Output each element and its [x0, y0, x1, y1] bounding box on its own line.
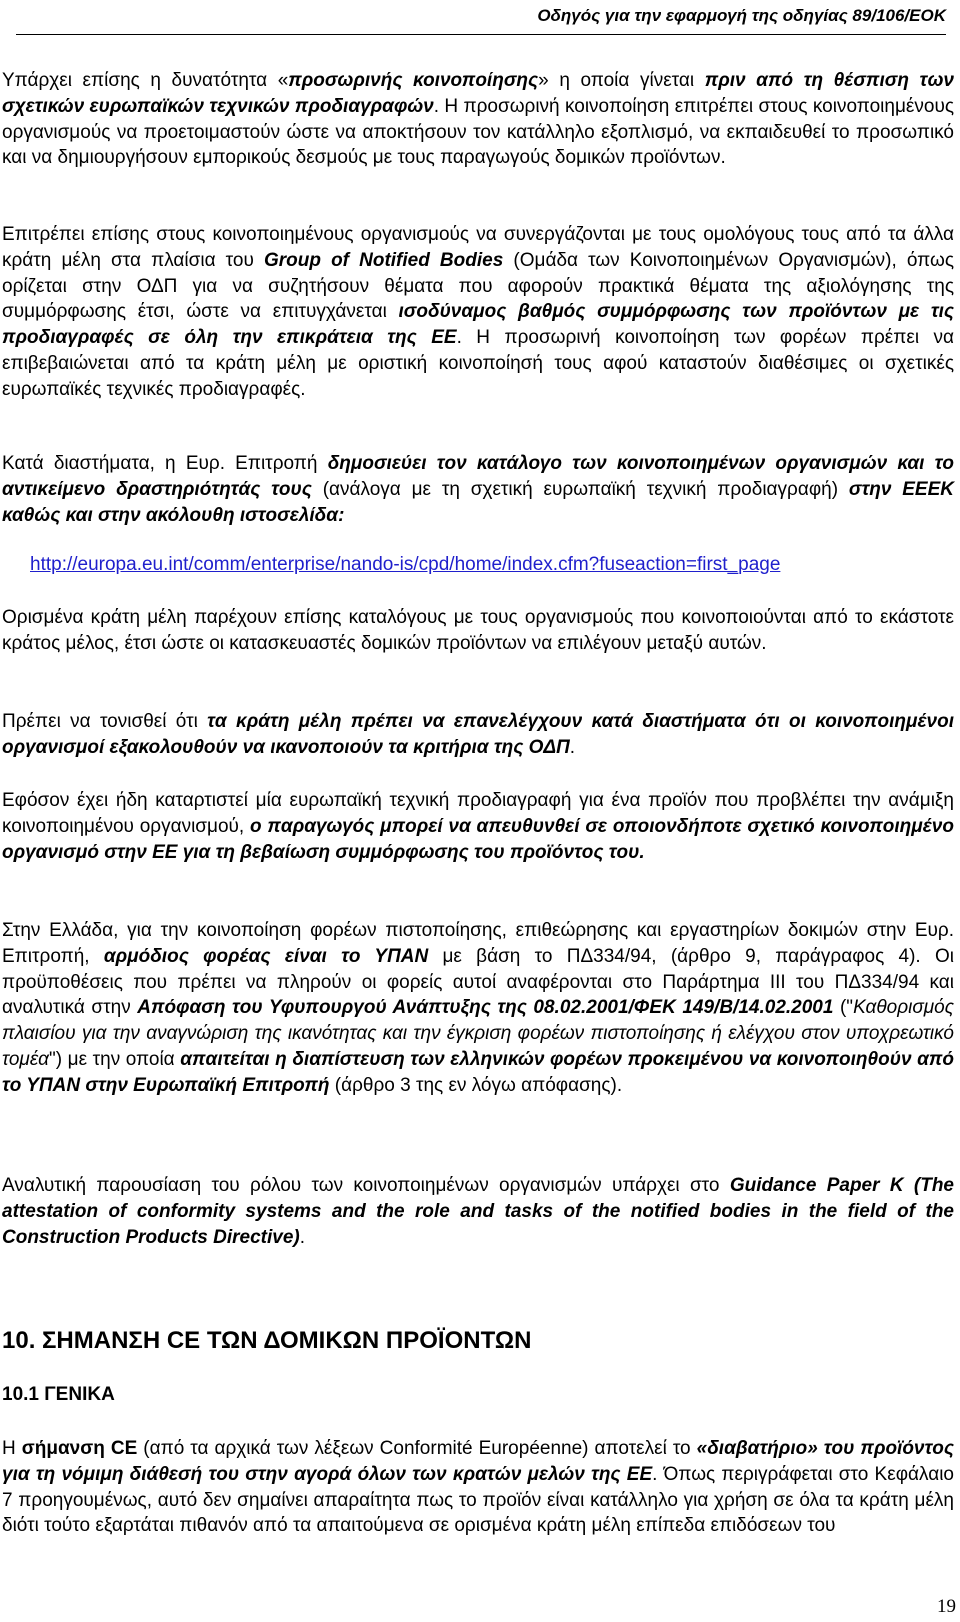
text-span: Ορισμένα κράτη μέλη παρέχουν επίσης καταλόγους με τους οργανισμούς που κοινοποιούνται από το εκάστοτε κράτος μέλος, έτσι ώστε οι κατασκευαστές δομικών προϊόντων να επιλέγουν μεταξύ αυτών.: [2, 607, 954, 654]
text-span: Καθορισμός πλαισίου για την αναγνώριση της ικανότητας και την έγκριση φορέων πιστοποίησης ή ελέγχου στον υποχρεωτικό τομέα: [2, 997, 954, 1070]
text-span: δημοσιεύει τον κατάλογο των κοινοποιημένων οργανισμών και το αντικείμενο δραστηριότητάς τους: [2, 453, 955, 500]
text-span: προσωρινής κοινοποίησης: [288, 70, 539, 91]
section-heading: 10. ΣΗΜΑΝΣΗ CE ΤΩΝ ΔΟΜΙΚΩΝ ΠΡΟΪΟΝΤΩΝ: [2, 1327, 532, 1354]
text-span: με βάση το ΠΔ334/94, (άρθρο 9, παράγραφος 4). Οι προϋποθέσεις που πρέπει να πληρούν οι φορείς αυτοί αναφέρονται στο Παράρτημα ΙΙΙ του ΠΔ334/94 και αναλυτικά στην: [2, 945, 954, 1019]
text-span: «διαβατήριο» του προϊόντος για τη νόμιμη διάθεσή του στην αγορά όλων των κρατών μελών της ΕΕ: [2, 1438, 954, 1485]
nando-website-link[interactable]: http://europa.eu.int/comm/enterprise/nando-is/cpd/home/index.cfm?fuseaction=first_page: [30, 554, 781, 575]
text-span: » η οποία γίνεται: [538, 70, 705, 91]
text-span: πριν από τη θέσπιση των σχετικών ευρωπαϊκών τεχνικών προδιαγραφών: [2, 70, 954, 117]
text-span: Στην Ελλάδα, για την κοινοποίηση φορέων πιστοποίησης, επιθεώρησης και εργαστηρίων δοκιμών στην Ευρ. Επιτροπή,: [2, 920, 954, 967]
text-span: Επιτρέπει επίσης στους κοινοποιημένους οργανισμούς να συνεργάζονται με τους ομολόγους τους από τα άλλα κράτη μέλη στα πλαίσια του: [2, 224, 954, 271]
text-span: (": [833, 997, 854, 1019]
text-span: Κατά διαστήματα, η Ευρ. Επιτροπή: [2, 453, 328, 474]
text-span: (από τα αρχικά των λέξεων Conformité Européenne) αποτελεί το: [137, 1438, 697, 1459]
text-span: Πρέπει να τονισθεί ότι: [2, 711, 208, 732]
page-number: 19: [937, 1596, 956, 1617]
text-span: Guidance Paper K (The attestation of conformity systems and the role and tasks of the notified bodies in the field of the Construction Products Directive): [2, 1175, 954, 1248]
text-span: . Όπως περιγράφεται στο Κεφάλαιο 7 προηγουμένως, αυτό δεν σημαίνει απαραίτητα πως το προϊόν είναι κατάλληλο για χρήση σε όλα τα κράτη μέλη διότι τούτο εξαρτάται πιθανόν από τα απαιτούμενα σε ορισμένα κράτη μέλη επίπεδα επιδόσεων του: [2, 1463, 954, 1537]
text-span: Υπάρχει επίσης η δυνατότητα «: [2, 70, 289, 91]
text-span: Η: [2, 1438, 22, 1459]
text-span: στην ΕΕΕΚ καθώς και στην ακόλουθη ιστοσελίδα:: [2, 478, 954, 526]
paragraph-provisional-notification: [2, 68, 954, 171]
paragraph-guidance-paper-k: [2, 1173, 954, 1250]
subsection-heading: 10.1 ΓΕΝΙΚΑ: [2, 1384, 115, 1405]
text-span: Απόφαση του Υφυπουργού Ανάπτυξης της 08.02.2001/ΦΕΚ 149/Β/14.02.2001: [137, 997, 834, 1019]
paragraph-manufacturer-choice: [2, 788, 954, 865]
paragraph-member-state-catalogues: [2, 605, 954, 657]
paragraph-ce-marking: [2, 1436, 954, 1539]
text-span: Εφόσον έχει ήδη καταρτιστεί μία ευρωπαϊκή τεχνική προδιαγραφή για ένα προϊόν που προβλέπει την ανάμιξη κοινοποιημένου οργανισμού,: [2, 790, 954, 837]
text-span: (Ομάδα των Κοινοποιημένων Οργανισμών), όπως ορίζεται στην ΟΔΠ για να συζητήσουν θέματα που αφορούν πρακτικά θέματα της αξιολόγησης της συμμόρφωσης έτσι, ώστε να επιτυγχάνεται: [2, 249, 955, 323]
text-span: (άρθρο 3 της εν λόγω απόφασης).: [329, 1074, 623, 1096]
text-span: . Η προσωρινή κοινοποίηση επιτρέπει στους κοινοποιημένους οργανισμούς να προετοιμαστούν ώστε να αποκτήσουν τον κατάλληλο εξοπλισμό, να εκπαιδευθεί το προσωπικό και να δημιουργήσουν εμπορικούς δεσμούς με τους παραγωγούς δομικών προϊόντων.: [2, 95, 954, 169]
running-header: Οδηγός για την εφαρμογή της οδηγίας 89/106/ΕΟΚ: [16, 6, 946, 35]
text-span: ") με την οποία: [49, 1048, 181, 1070]
text-span: .: [299, 1226, 305, 1248]
paragraph-commission-catalogue: [2, 451, 954, 528]
text-span: Αναλυτική παρουσίαση του ρόλου των κοινοποιημένων οργανισμών υπάρχει στο: [2, 1175, 730, 1196]
text-span: ισοδύναμος βαθμός συμμόρφωσης των προϊόντων με τις προδιαγραφές σε όλη την επικράτεια της ΕΕ: [2, 301, 954, 349]
text-span: σήμανση CE: [21, 1438, 138, 1459]
paragraph-group-of-notified-bodies: [2, 222, 954, 403]
text-span: ο παραγωγός μπορεί να απευθυνθεί σε οποιονδήποτε σχετικό κοινοποιημένο οργανισμό στην ΕΕ για τη βεβαίωση συμμόρφωσης του προϊόντος του.: [2, 815, 954, 863]
text-span: Group of Notified Bodies: [263, 249, 504, 271]
paragraph-member-state-checks: [2, 709, 954, 761]
text-span: αρμόδιος φορέας είναι το ΥΠΑΝ: [103, 945, 429, 967]
text-span: απαιτείται η διαπίστευση των ελληνικών φορέων προκειμένου να κοινοποιηθούν από το ΥΠΑΝ στην Ευρωπαϊκή Επιτροπή: [2, 1048, 954, 1096]
text-span: .: [569, 736, 576, 758]
text-span: (ανάλογα με τη σχετική ευρωπαϊκή τεχνική προδιαγραφή): [311, 478, 849, 500]
text-span: . Η προσωρινή κοινοποίηση των φορέων πρέπει να επιβεβαιώνεται από τα κράτη μέλη με οριστική κοινοποίησή τους αφού καταστούν διαθέσιμες οι σχετικές ευρωπαϊκές τεχνικές προδιαγραφές.: [2, 327, 954, 400]
text-span: τα κράτη μέλη πρέπει να επανελέγχουν κατά διαστήματα ότι οι κοινοποιημένοι οργανισμοί εξακολουθούν να ικανοποιούν τα κριτήρια της ΟΔΠ: [2, 711, 954, 758]
paragraph-greece-notification: [2, 918, 954, 1099]
